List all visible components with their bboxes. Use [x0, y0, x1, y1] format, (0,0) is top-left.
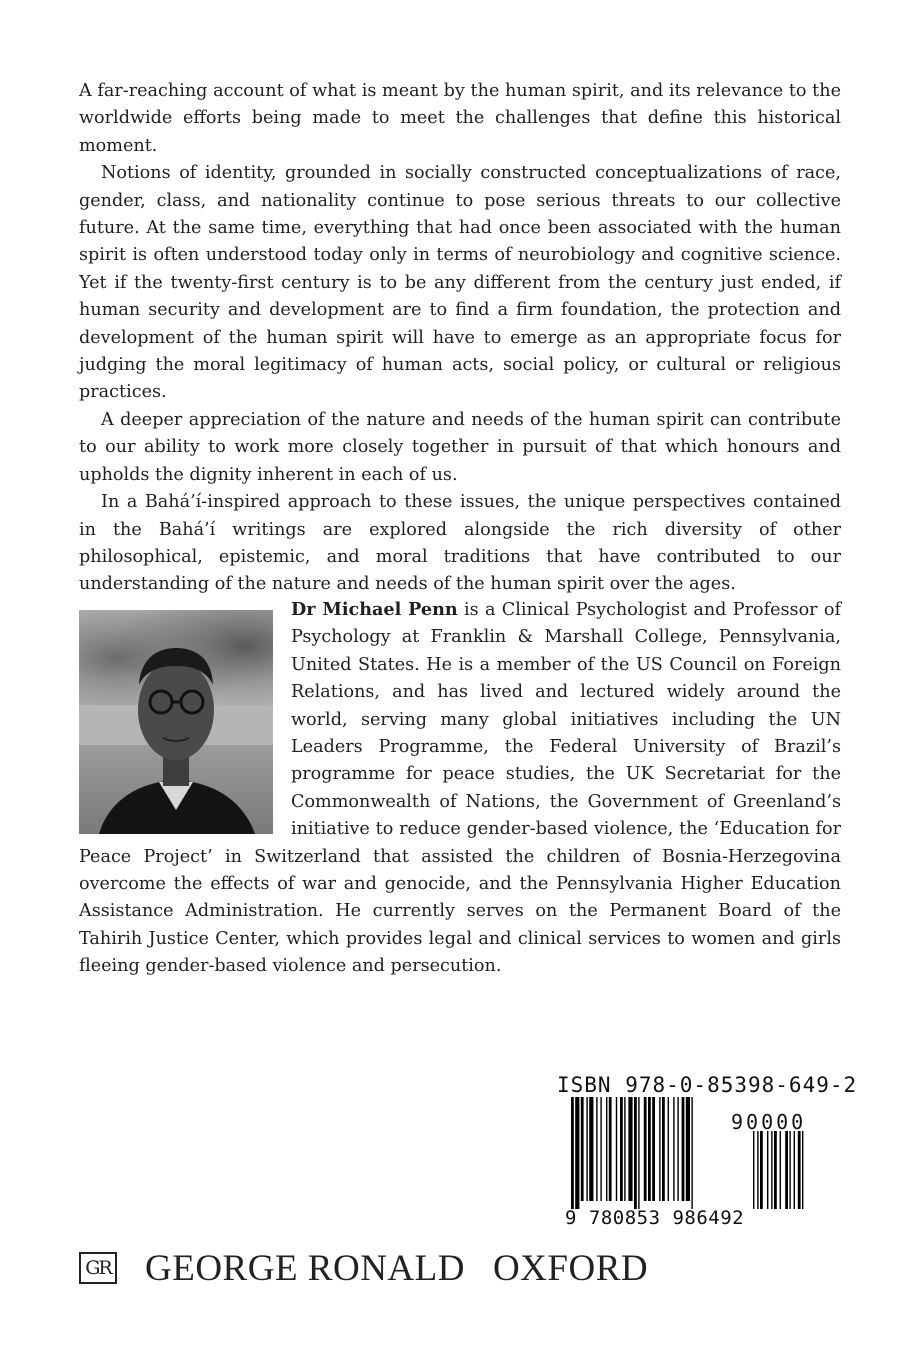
addon-bar: [802, 1131, 803, 1209]
barcode-bar: [575, 1097, 579, 1209]
addon-bar: [780, 1131, 781, 1209]
addon-bar: [757, 1131, 758, 1209]
addon-bar: [767, 1131, 768, 1209]
barcode-bar: [596, 1097, 597, 1201]
barcode-bar: [677, 1097, 678, 1201]
barcode-bar: [620, 1097, 623, 1201]
barcode-bar: [652, 1097, 655, 1201]
barcode-bar: [624, 1097, 625, 1201]
barcode-bar: [638, 1097, 639, 1209]
barcode-bar: [634, 1097, 637, 1209]
barcode-bar: [682, 1097, 685, 1201]
addon-bar: [753, 1131, 754, 1209]
author-bio-text: is a Clinical Psychologist and Professor of Psychology at Franklin & Marshall College, Pennsylvania, United States. He is a member of the US Council on Foreign Relations, and has lived and lectured widely around the world, serving many global initiatives including the UN Leaders Programme, the Federal University of Brazil’s programme for peace studies, the UK Secretariat for the Commonwealth of Nations, the Government of Greenland’s initiative to reduce gender-based violence, the ‘Education for Peace Project’ in Switzerland that assisted the children of Bosnia-Herzegovina overcome the effects of war and genocide, and the Pennsylvania Higher Education Assistance Administration. He currently serves on the Permanent Board of the Tahirih Justice Center, which provides legal and clinical services to women and girls fleeing gender-based violence and persecution.: [79, 600, 841, 977]
blurb-paragraph-3: A deeper appreciation of the nature and needs of the human spirit can contribute to our ability to work more closely together in pursuit of that which honours and upholds the dignity inherent in each of us.: [79, 409, 841, 485]
barcode-bar: [628, 1097, 632, 1201]
publisher-city: OXFORD: [492, 1247, 649, 1289]
ean-number: 9 780853 986492: [565, 1207, 745, 1229]
barcode-bar: [616, 1097, 617, 1201]
barcode-bar: [644, 1097, 647, 1201]
addon-bar: [771, 1131, 772, 1209]
publisher-name: GEORGE RONALD: [145, 1247, 465, 1289]
price-code: 90000: [731, 1110, 807, 1134]
barcode-bar: [686, 1097, 690, 1201]
barcode-bar: [668, 1097, 669, 1201]
isbn-barcode: [557, 1073, 858, 1243]
blurb-paragraph-2: Notions of identity, grounded in socially constructed conceptualizations of race, gender, class, and nationality continue to pose serious threats to our collective future. At the same time, everything that had once been associated with the human spirit is often understood today only in terms of neurobiology and cognitive science. Yet if the twenty-first century is to be any different from the century just ended, if human security and development are to find a firm foundation, the protection and development of the human spirit will have to emerge as an appropriate focus for judging the moral legitimacy of human acts, social policy, or cultural or religious practices.: [79, 163, 841, 403]
blurb-paragraph-4: In a Bahá’í-inspired approach to these issues, the unique perspectives contained in the Bahá’í writings are explored alongside the rich diversity of other philosophical, epistemic, and moral traditions that have contributed to our understanding of the nature and needs of the human spirit over the ages.: [79, 492, 841, 595]
barcode-bar: [581, 1097, 584, 1201]
barcode-bar: [589, 1097, 593, 1201]
addon-bar: [798, 1131, 801, 1209]
isbn-number: ISBN 978-0-85398-649-2: [557, 1073, 858, 1097]
barcode-bar: [662, 1097, 665, 1201]
barcode-bar: [659, 1097, 660, 1201]
barcode-bar: [609, 1097, 612, 1201]
addon-bar: [760, 1131, 763, 1209]
barcode-bar: [586, 1097, 587, 1201]
addon-bar: [794, 1131, 795, 1209]
addon-bar: [789, 1131, 790, 1209]
barcode-bar: [606, 1097, 607, 1201]
barcode-bar: [691, 1097, 692, 1209]
addon-bar: [774, 1131, 777, 1209]
barcode-bar: [600, 1097, 601, 1201]
publisher-logo: GR: [79, 1252, 117, 1284]
barcode-bar: [648, 1097, 651, 1201]
back-cover-blurb: [79, 78, 841, 599]
author-name: Dr Michael Penn: [291, 599, 458, 620]
barcode-bar: [673, 1097, 674, 1201]
blurb-paragraph-1: A far-reaching account of what is meant by the human spirit, and its relevance to the worldwide efforts being made to meet the challenges that define this historical moment.: [79, 81, 841, 156]
barcode-bar: [571, 1097, 574, 1209]
addon-bar: [785, 1131, 788, 1209]
author-photo: [79, 610, 273, 834]
publisher-imprint: [79, 1246, 648, 1290]
author-bio: [79, 596, 841, 981]
